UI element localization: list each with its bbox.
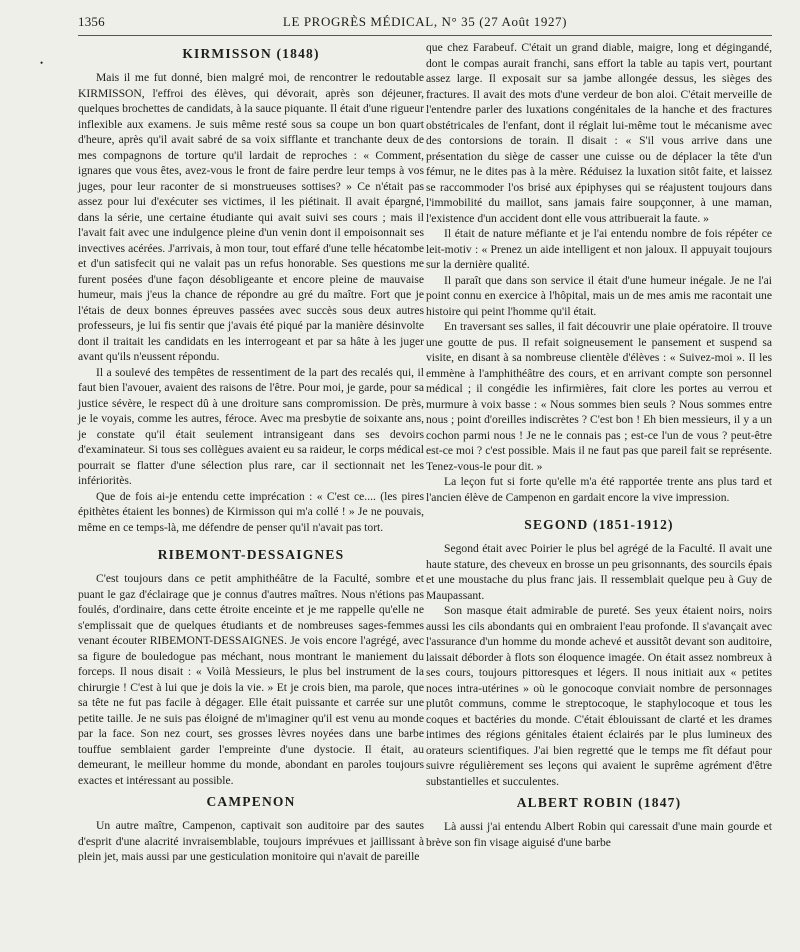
paragraph: Son masque était admirable de pureté. Ses yeux étaient noirs, noirs aussi les cils abondants qui en ombraient l'eau profonde. Il s'avançait avec l'assurance d'un homme du monde achevé et aussitôt devant son auditoire, laissait déborder à flots son éloquence imagée. On était assez nombreux à ses cours, toujours pittoresques et légers. Il nous initiait aux « petites noces intra-utérines » où le gonocoque conviait nombre de personnages plutôt communs, comme le streptocoque, le staphylocoque et tous les coques et bactéries du monde. C'était éblouissant de clarté et les drames intimes des régions génitales étaient éclairés par le plus lumineux des orateurs scientifiques. J'ai bien regretté que le temps me fît défaut pour suivre régulièrement ses leçons qui avaient le suprême agrément d'être substantielles et succulentes. <box>426 604 772 788</box>
section-title-kirmisson: KIRMISSON (1848) <box>182 46 320 61</box>
paragraph: Segond était avec Poirier le plus bel agrégé de la Faculté. Il avait une haute stature, des cheveux en brosse un peu grisonnants, des sourcils épais et une moustache du plus franc jais. Il ressemblait quelque peu à Guy de Maupassant. <box>426 542 772 602</box>
section-title-ribemont: RIBEMONT-DESSAIGNES <box>157 547 345 562</box>
paragraph: Il était de nature méfiante et je l'ai entendu nombre de fois répéter ce leit-motiv : « Prenez un aide intelligent et non jaloux. Il appuyait toujours sur la dernière qualité. <box>426 227 772 271</box>
margin-mark: • <box>40 58 44 68</box>
paragraph: La leçon fut si forte qu'elle m'a été rapportée trente ans plus tard et l'ancien élève de Campenon en gardait encore la vive impression. <box>426 475 772 504</box>
page-header <box>78 14 772 34</box>
right-column <box>426 40 772 850</box>
paragraph: Il a soulevé des tempêtes de ressentiment de la part des recalés qui, il faut bien l'avouer, avaient des raisons de l'être. Pour moi, je garde, pour sa justice sévère, le respect dû à une droiture sans compromission. De près, je le voyais, comme les autres, féroce. Avec ma presbytie de soixante ans, je constate qu'il était seulement intransigeant dans ses devoirs d'examinateur. Si tous ses collègues avaient eu sa raideur, le corps médical pourrait se flatter d'une sélection plus rare, car il sectionnait net les inférioritès. <box>78 365 424 487</box>
paragraph: Il paraît que dans son service il était d'une humeur inégale. Je ne l'ai point connu en exercice à l'hôpital, mais un de mes amis me racontait une histoire qui peint l'homme qu'il était. <box>426 273 772 318</box>
section-title-segond: SEGOND (1851-1912) <box>524 517 674 532</box>
paragraph: En traversant ses salles, il fait découvrir une plaie opératoire. Il trouve une goutte de pus. Il refait soigneusement le pansement et suspend sa visite, en disant à sa nombreuse clientèle d'élèves : « Suivez-moi ». Il les emmène à l'amphithéâtre des cours, et en arrivant compte son personnel médical ; il congédie les infirmières, fait clore les portes au verrou et murmure à voix basse : « Nous sommes bien seuls ? Nous sommes entre nous ; point d'oreilles indiscrètes ? C'est bon ! Eh bien messieurs, il y a un cochon parmi nous ! Je ne le connais pas ; est-ce l'un de vous ? peut-être est-ce moi ? c'est possible. Mais il ne faut pas que pareil fait se représente. Tenez-vous-le pour dit. » <box>426 320 772 473</box>
section-title-robin: ALBERT ROBIN (1847) <box>516 795 682 810</box>
section-title-campenon: CAMPENON <box>206 794 296 809</box>
running-title: LE PROGRÈS MÉDICAL, N° 35 (27 Août 1927) <box>282 14 568 29</box>
paragraph: Un autre maître, Campenon, captivait son auditoire par des sautes d'esprit d'une alacrité invraisemblable, toujours imprévues et jaillissant à plein jet, mais aussi par une gesticulation monitoire qui n'avait de pareille <box>78 819 424 863</box>
page-number: 1356 <box>78 14 105 29</box>
header-rule <box>78 35 772 36</box>
paragraph: que chez Farabeuf. C'était un grand diable, maigre, long et dégingandé, dont le compas aurait franchi, sans effort la table au tapis vert, pourtant assez large. Il exposait sur sa jambe allongée dessus, les sièges des fractures. Il avait des mots d'une verdeur de bon aloi. C'était merveille de l'entendre parler des luxations congénitales de la hanche et des fractures obstétricales de l'enfant, dont il réglait lui-même tout le mécanisme avec des contorsions de torain. Il disait : « S'il vous arrive dans une présentation du siège de casser une cuisse ou de déplacer la tête d'un fémur, ne le dites pas à la mère. Réduisez la luxation sitôt faite, et laissez se raccommoder l'os brisé aux épiphyses qui se réajustent toujours dans l'immobilité du maillot, sans jamais faire soupçonner, à une maman, l'existence d'un accident dont elle vous attribuerait la faute. » <box>426 41 772 225</box>
left-column <box>78 40 424 865</box>
paragraph: C'est toujours dans ce petit amphithéâtre de la Faculté, sombre et puant le gaz d'éclairage que je connus d'autres maîtres. Nous n'étions pas foulés, d'ordinaire, dans cette étroite enceinte et je me rappelle qu'elle ne s'emplissait que de quelques étudiants et de nombreuses sages-femmes venant écouter RIBEMONT-DESSAIGNES. Je vois encore l'agrégé, avec sa figure de bouledogue pas méchant, nous montrant le maniement du forceps. Il nous disait : « Voilà Messieurs, le plus bel instrument de la chirurgie ! C'est à lui que je dois la vie. » Et je crois bien, ma parole, que sa tête ne fut pas facile à dégager. Elle était puissante et carrée sur une petite taille. Je ne suis pas éloigné de m'imaginer qu'il est venu au monde par la face. Son nez court, ses grosses lèvres noyées dans une barbe touffue semblaient garder l'empreinte d'une dystocie. Il était, au demeurant, le meilleur homme du monde, abondant en paroles toujours exactes et intéressant au possible. <box>78 572 424 787</box>
paragraph: Mais il me fut donné, bien malgré moi, de rencontrer le redoutable KIRMISSON, l'effroi des élèves, qui dévorait, après son déjeuner, quelques brochettes de candidats, à la sauce piquante. Il était d'une rigueur inflexible aux examens. Je suis même resté sous sa coupe un bon quart d'heure, après qu'il avait sabré de sa voix sifflante et tranchante deux de mes compagnons de torture qu'il lardait de reproches : « Comment, ignares que vous êtes, avez-vous le front de faire perdre leur temps à vos juges, pour leur raconter de si monstrueuses sottises? » Ce n'était pas assez pour lui d'exécuter ses victimes, il les piétinait. Il avait épargné, dans la série, une certaine étudiante qui avait suivi ses cours ; mais il l'avait fait avec une indulgence pleine d'un venin dont il empoisonnait ses invectives acérées. J'arrivais, à mon tour, tout effaré d'une telle hécatombe et d'un satisfecit qui ne valait pas un refus honorable. Ses questions me furent posées d'une façon désobligeante et encore pleine de mauvaise humeur, mais j'eus la chance de répondre au gré du maître. Fort que je l'étais de deux bonnes épreuves passées avec succès sous deux autres professeurs, je lui fis sentir que j'avais été piqué par la manière désinvolte dont il traitait les candidats en les interrogeant et par sa hâte à les juger avant qu'ils n'eussent répondu. <box>78 71 424 363</box>
paragraph: Que de fois ai-je entendu cette imprécation : « C'est ce.... (les pires épithètes étaient les bonnes) de Kirmisson qui m'a collé ! » Je ne pouvais, même en ce temps-là, me défendre de penser qu'il n'avait pas tort. <box>78 489 424 534</box>
paragraph: Là aussi j'ai entendu Albert Robin qui caressait d'une main gourde et brève son fin visage aiguisé d'une barbe <box>426 820 772 849</box>
